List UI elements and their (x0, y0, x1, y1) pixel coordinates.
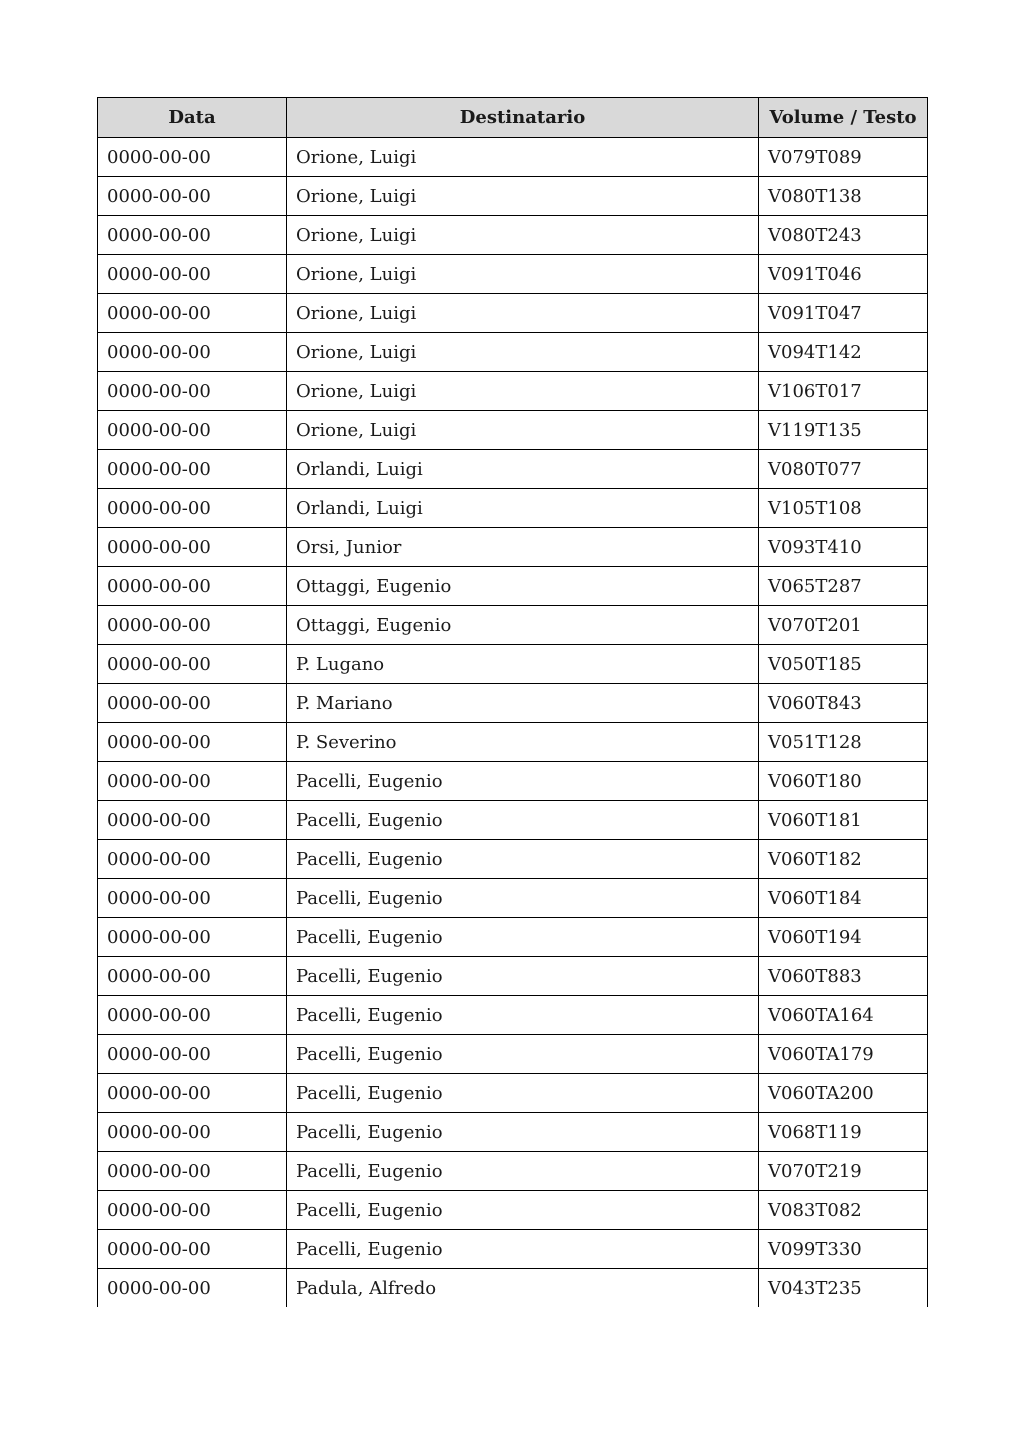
cell-date: 0000-00-00 (98, 1074, 287, 1113)
cell-recipient: Orlandi, Luigi (287, 489, 759, 528)
cell-date: 0000-00-00 (98, 918, 287, 957)
cell-recipient: Orione, Luigi (287, 333, 759, 372)
cell-volume-text: V099T330 (759, 1230, 928, 1269)
cell-date: 0000-00-00 (98, 528, 287, 567)
cell-volume-text: V060T181 (759, 801, 928, 840)
cell-date: 0000-00-00 (98, 216, 287, 255)
table-row (98, 333, 928, 372)
cell-recipient: Pacelli, Eugenio (287, 801, 759, 840)
cell-volume-text: V080T138 (759, 177, 928, 216)
cell-recipient: Pacelli, Eugenio (287, 1113, 759, 1152)
table-row (98, 879, 928, 918)
cell-date: 0000-00-00 (98, 567, 287, 606)
cell-date: 0000-00-00 (98, 723, 287, 762)
table-row (98, 1269, 928, 1308)
cell-recipient: Pacelli, Eugenio (287, 1035, 759, 1074)
table-row (98, 1230, 928, 1269)
cell-recipient: Orione, Luigi (287, 372, 759, 411)
table-row (98, 489, 928, 528)
cell-date: 0000-00-00 (98, 450, 287, 489)
cell-recipient: Ottaggi, Eugenio (287, 606, 759, 645)
cell-date: 0000-00-00 (98, 255, 287, 294)
cell-date: 0000-00-00 (98, 645, 287, 684)
cell-volume-text: V091T047 (759, 294, 928, 333)
table-row (98, 1113, 928, 1152)
cell-recipient: Pacelli, Eugenio (287, 1152, 759, 1191)
table-row (98, 957, 928, 996)
cell-recipient: Orione, Luigi (287, 411, 759, 450)
cell-recipient: Orione, Luigi (287, 177, 759, 216)
cell-date: 0000-00-00 (98, 1230, 287, 1269)
cell-date: 0000-00-00 (98, 840, 287, 879)
cell-date: 0000-00-00 (98, 489, 287, 528)
table-row (98, 684, 928, 723)
cell-volume-text: V065T287 (759, 567, 928, 606)
cell-volume-text: V080T243 (759, 216, 928, 255)
cell-recipient: Orione, Luigi (287, 216, 759, 255)
cell-volume-text: V043T235 (759, 1269, 928, 1308)
cell-date: 0000-00-00 (98, 1152, 287, 1191)
cell-date: 0000-00-00 (98, 606, 287, 645)
cell-recipient: P. Mariano (287, 684, 759, 723)
header-recipient: Destinatario (287, 98, 759, 138)
cell-volume-text: V051T128 (759, 723, 928, 762)
cell-date: 0000-00-00 (98, 1269, 287, 1308)
cell-date: 0000-00-00 (98, 684, 287, 723)
cell-date: 0000-00-00 (98, 1113, 287, 1152)
letters-table (97, 97, 928, 1307)
cell-date: 0000-00-00 (98, 177, 287, 216)
cell-date: 0000-00-00 (98, 1035, 287, 1074)
cell-recipient: Pacelli, Eugenio (287, 1191, 759, 1230)
cell-recipient: Orione, Luigi (287, 138, 759, 177)
cell-volume-text: V060TA164 (759, 996, 928, 1035)
cell-volume-text: V091T046 (759, 255, 928, 294)
cell-recipient: Pacelli, Eugenio (287, 957, 759, 996)
table-row (98, 918, 928, 957)
cell-volume-text: V060TA179 (759, 1035, 928, 1074)
table-row (98, 1191, 928, 1230)
table-header (98, 98, 928, 138)
table-row (98, 801, 928, 840)
cell-volume-text: V070T201 (759, 606, 928, 645)
table-row (98, 411, 928, 450)
cell-volume-text: V060T180 (759, 762, 928, 801)
cell-recipient: Orsi, Junior (287, 528, 759, 567)
table-row (98, 450, 928, 489)
cell-volume-text: V060T843 (759, 684, 928, 723)
cell-volume-text: V060T182 (759, 840, 928, 879)
table-body (98, 138, 928, 1308)
cell-volume-text: V105T108 (759, 489, 928, 528)
cell-date: 0000-00-00 (98, 138, 287, 177)
header-volume-text: Volume / Testo (759, 98, 928, 138)
cell-volume-text: V070T219 (759, 1152, 928, 1191)
cell-date: 0000-00-00 (98, 762, 287, 801)
cell-volume-text: V060T883 (759, 957, 928, 996)
header-row (98, 98, 928, 138)
cell-recipient: Pacelli, Eugenio (287, 762, 759, 801)
cell-volume-text: V060T194 (759, 918, 928, 957)
cell-volume-text: V060T184 (759, 879, 928, 918)
cell-volume-text: V068T119 (759, 1113, 928, 1152)
cell-volume-text: V050T185 (759, 645, 928, 684)
cell-recipient: Orione, Luigi (287, 255, 759, 294)
cell-volume-text: V079T089 (759, 138, 928, 177)
header-date: Data (98, 98, 287, 138)
table-row (98, 762, 928, 801)
cell-recipient: P. Lugano (287, 645, 759, 684)
table-row (98, 840, 928, 879)
cell-volume-text: V094T142 (759, 333, 928, 372)
cell-date: 0000-00-00 (98, 957, 287, 996)
table-row (98, 216, 928, 255)
table-row (98, 996, 928, 1035)
cell-date: 0000-00-00 (98, 333, 287, 372)
cell-date: 0000-00-00 (98, 294, 287, 333)
table-row (98, 138, 928, 177)
table-row (98, 177, 928, 216)
cell-recipient: Pacelli, Eugenio (287, 996, 759, 1035)
cell-recipient: Pacelli, Eugenio (287, 1230, 759, 1269)
table-row (98, 255, 928, 294)
table-row (98, 723, 928, 762)
cell-volume-text: V083T082 (759, 1191, 928, 1230)
table-row (98, 606, 928, 645)
cell-recipient: Orlandi, Luigi (287, 450, 759, 489)
cell-volume-text: V093T410 (759, 528, 928, 567)
cell-recipient: Pacelli, Eugenio (287, 840, 759, 879)
table-row (98, 294, 928, 333)
cell-recipient: Ottaggi, Eugenio (287, 567, 759, 606)
table-row (98, 1074, 928, 1113)
cell-recipient: Pacelli, Eugenio (287, 918, 759, 957)
table-row (98, 645, 928, 684)
cell-volume-text: V106T017 (759, 372, 928, 411)
cell-date: 0000-00-00 (98, 372, 287, 411)
table-row (98, 1152, 928, 1191)
cell-recipient: Orione, Luigi (287, 294, 759, 333)
cell-date: 0000-00-00 (98, 996, 287, 1035)
cell-volume-text: V080T077 (759, 450, 928, 489)
cell-recipient: Pacelli, Eugenio (287, 1074, 759, 1113)
cell-date: 0000-00-00 (98, 801, 287, 840)
cell-date: 0000-00-00 (98, 411, 287, 450)
cell-volume-text: V060TA200 (759, 1074, 928, 1113)
cell-date: 0000-00-00 (98, 1191, 287, 1230)
table-row (98, 567, 928, 606)
table-row (98, 372, 928, 411)
table-row (98, 528, 928, 567)
cell-recipient: P. Severino (287, 723, 759, 762)
cell-volume-text: V119T135 (759, 411, 928, 450)
table-row (98, 1035, 928, 1074)
cell-date: 0000-00-00 (98, 879, 287, 918)
cell-recipient: Padula, Alfredo (287, 1269, 759, 1308)
cell-recipient: Pacelli, Eugenio (287, 879, 759, 918)
